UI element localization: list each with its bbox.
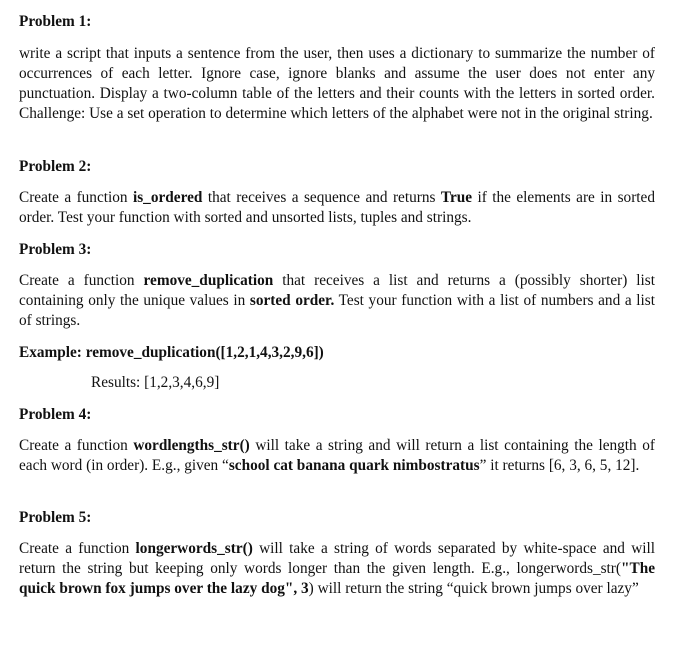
problem-4-text: Create a function wordlengths_str() will take a string and will return a list containing the length of each word (in order). E.g., given “school cat banana quark nimbostratus” it returns [6, 3, 6, 5, 12]. xyxy=(19,437,655,474)
bold-term: school cat banana quark nimbostratus xyxy=(228,457,480,474)
problem-5-text: Create a function longerwords_str() will take a string of words separated by white-space and will return the string but keeping only words longer than the given length. E.g., longerwords_str("The quick brown fox jumps over the lazy dog", 3) will return the string “quick brown jumps over lazy” xyxy=(19,540,655,597)
problem-3-heading: Problem 3: xyxy=(19,241,92,258)
problem-4-heading: Problem 4: xyxy=(19,406,92,423)
bold-term: "The quick brown fox jumps over the lazy dog", 3 xyxy=(19,560,655,597)
problem-3-example: Example: remove_duplication([1,2,1,4,3,2,9,6]) xyxy=(19,344,324,361)
problem-1-heading: Problem 1: xyxy=(19,13,92,30)
problem-3-result: Results: [1,2,3,4,6,9] xyxy=(91,374,220,391)
problem-2-heading: Problem 2: xyxy=(19,158,92,175)
bold-term: longerwords_str() xyxy=(135,540,253,557)
problem-5-heading: Problem 5: xyxy=(19,509,92,526)
bold-term: remove_duplication xyxy=(143,272,274,289)
problem-3-text: Create a function remove_duplication that receives a list and returns a (possibly shorter) list containing only the unique values in sorted order. Test your function with a list of numbers and a list of strings. xyxy=(19,272,656,329)
problem-1-text: write a script that inputs a sentence from the user, then uses a dictionary to summarize the number of occurrences of each letter. Ignore case, ignore blanks and assume the user does not enter any punctuation. Display a two-column table of the letters and their counts with the letters in sorted order. Challenge: Use a set operation to determine which letters of the alphabet were not in the original string. xyxy=(19,45,655,122)
problem-2-text: Create a function is_ordered that receives a sequence and returns True if the elements are in sorted order. Test your function with sorted and unsorted lists, tuples and strings. xyxy=(19,189,655,226)
bold-term: True xyxy=(440,189,473,206)
bold-term: sorted order. xyxy=(249,292,335,309)
bold-term: wordlengths_str() xyxy=(133,437,250,454)
bold-term: is_ordered xyxy=(132,189,203,206)
